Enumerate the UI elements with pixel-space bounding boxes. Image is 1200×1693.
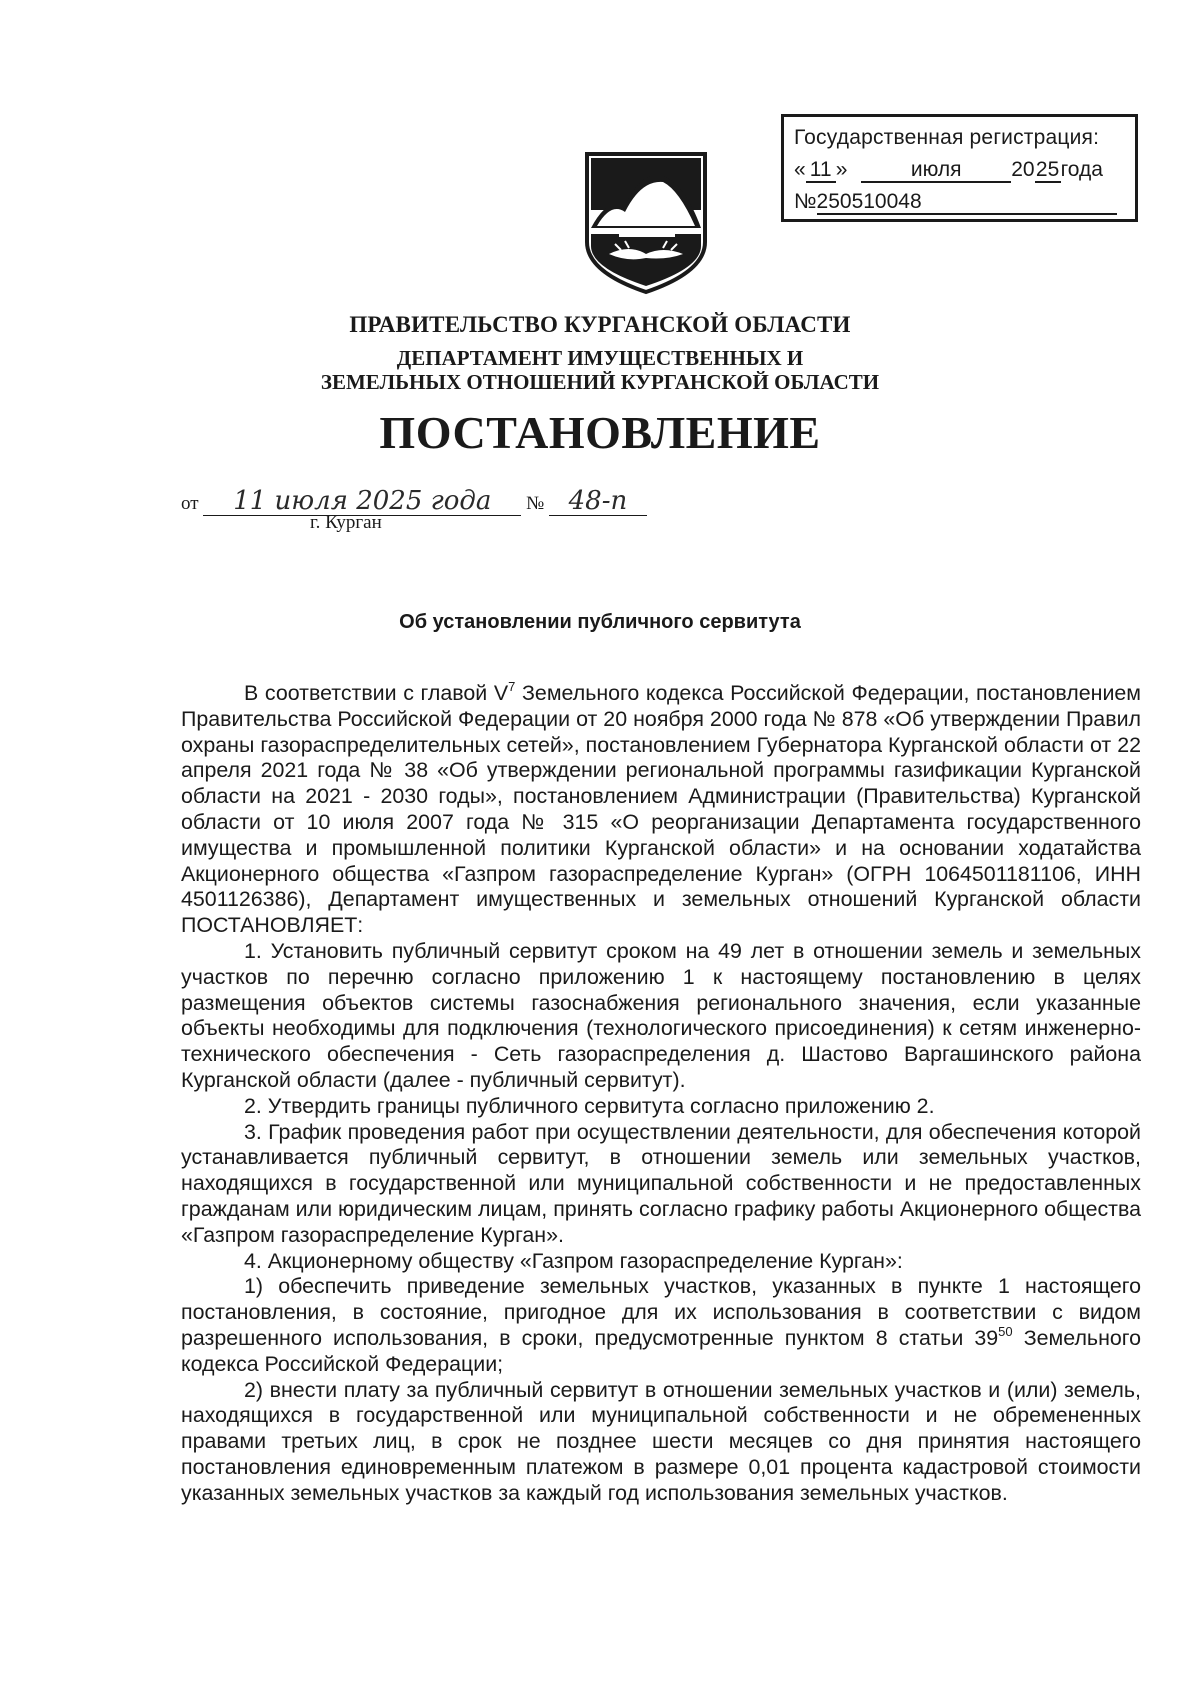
- department-name-line1: ДЕПАРТАМЕНТ ИМУЩЕСТВЕННЫХ И: [396, 346, 804, 370]
- paragraph-item-4: 4. Акционерному обществу «Газпром газораспределение Курган»:: [244, 1248, 903, 1273]
- registration-number-label: №: [794, 190, 817, 213]
- document-subject: Об установлении публичного сервитута: [399, 611, 801, 633]
- registration-day: 11: [806, 159, 836, 183]
- paragraph-item-1: 1. Установить публичный сервитут сроком на 49 лет в отношении земель и земельных участков по перечню согласно приложению 1 к настоящему постановлению в целях размещения объектов системы газоснабжения регионального значения, если указанные объекты необходимы для подключения (технологического присоединения) к сетям инженерно-технического обеспечения - Сеть газораспределения д. Шастово Варгашинского района Курганской области (далее - публичный сервитут).: [181, 938, 1141, 1092]
- government-name: ПРАВИТЕЛЬСТВО КУРГАНСКОЙ ОБЛАСТИ: [349, 312, 851, 337]
- document-number-label: №: [526, 493, 545, 514]
- item-4-1-superscript: 50: [998, 1323, 1013, 1339]
- registration-year-word: года: [1060, 158, 1103, 181]
- document-date-handwritten: 11 июля 2025 года: [203, 488, 521, 516]
- registration-number: 250510048: [817, 191, 1117, 215]
- document-number-handwritten: 48-п: [549, 488, 647, 516]
- paragraph-preamble: [181, 681, 1141, 939]
- registration-open-quote: «: [794, 158, 806, 181]
- registration-title: Государственная регистрация:: [794, 126, 1100, 149]
- coat-of-arms-emblem: [583, 150, 709, 296]
- registration-year-prefix: 20: [1011, 158, 1035, 181]
- paragraph-item-3: 3. График проведения работ при осуществлении деятельности, для обеспечения которой устанавливается публичный сервитут, в отношении земель или земельных участков, находящихся в государственной или муниципальной собственности и не предоставленных гражданам или юридическим лицам, принять согласно графику работы Акционерного общества «Газпром газораспределение Курган».: [181, 1119, 1141, 1247]
- paragraph-item-4-2: 2) внести плату за публичный сервитут в отношении земельных участков и (или) земель, находящихся в государственной или муниципальной собственности и не обремененных правами третьих лиц, в срок не позднее шести месяцев со дня принятия настоящего постановления единовременным платежом в размере 0,01 процента кадастровой стоимости указанных земельных участков за каждый год использования земельных участков.: [181, 1377, 1141, 1505]
- date-from-label: от: [181, 493, 199, 514]
- document-date-number-line: [181, 488, 647, 516]
- document-body: [181, 681, 1141, 1507]
- registration-date: [794, 159, 1124, 183]
- item-4-1-text-rest: Земельного кодекса Российской Федерации;: [181, 1325, 1142, 1376]
- preamble-text-rest: Земельного кодекса Российской Федерации, постановлением Правительства Российской Федерации от 20 ноября 2000 года № 878 «Об утверждении Правил охраны газораспределительных сетей», постановлением Губернатора Курганской области от 22 апреля 2021 года № 38 «Об утверждении региональной программы газификации Курганской области на 2021 - 2030 годы», постановлением Администрации (Правительства) Курганской области от 10 июля 2007 года № 315 «О реорганизации Департамента государственного имущества и промышленной политики Курганской области» и на основании ходатайства Акционерного общества «Газпром газораспределение Курган» (ОГРН 1064501181106, ИНН 4501126386), Департамент имущественных и земельных отношений Курганской области ПОСТАНОВЛЯЕТ:: [181, 681, 1141, 938]
- preamble-superscript: 7: [508, 679, 516, 694]
- registration-month: июля: [861, 159, 1011, 183]
- coat-of-arms-icon: [583, 150, 709, 296]
- department-name-line2: ЗЕМЕЛЬНЫХ ОТНОШЕНИЙ КУРГАНСКОЙ ОБЛАСТИ: [320, 370, 880, 394]
- paragraph-item-2: 2. Утвердить границы публичного сервитута согласно приложению 2.: [244, 1093, 935, 1118]
- registration-stamp: [781, 114, 1138, 222]
- item-4-1-text-start: 1) обеспечить приведение земельных участков, указанных в пункте 1 настоящего постановления, в состояние, пригодное для их использования в соответствии с видом разрешенного использования, в сроки, предусмотренные пунктом 8 статьи 39: [181, 1274, 1141, 1350]
- document-type-title: ПОСТАНОВЛЕНИЕ: [379, 407, 821, 458]
- preamble-text-start: В соответствии с главой V: [244, 681, 509, 705]
- registration-number-line: [794, 191, 1124, 215]
- registration-close-quote: »: [835, 158, 848, 181]
- registration-year-suffix: 25: [1035, 158, 1060, 181]
- document-city: г. Курган: [310, 512, 382, 533]
- paragraph-item-4-1: [181, 1274, 1141, 1377]
